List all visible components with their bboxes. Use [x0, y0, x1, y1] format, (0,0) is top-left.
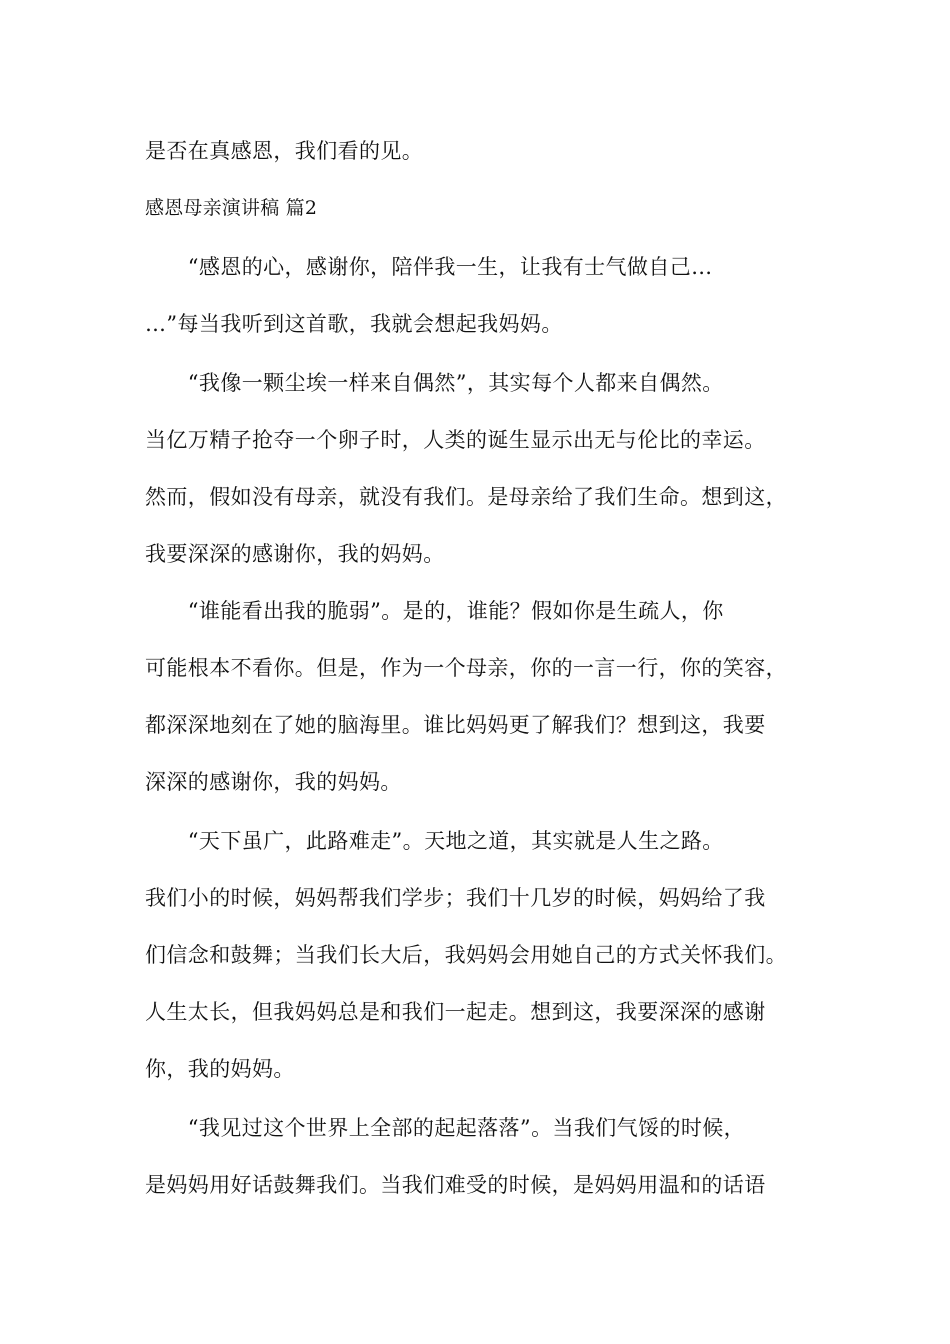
- paragraph-line: “感恩的心，感谢你，陪伴我一生，让我有士气做自己…: [145, 255, 713, 279]
- paragraph-line: “我见过这个世界上全部的起起落落”。当我们气馁的时候，: [145, 1116, 746, 1140]
- paragraph-line: 然而，假如没有母亲，就没有我们。是母亲给了我们生命。想到这，: [145, 485, 787, 509]
- paragraph-line: “我像一颗尘埃一样来自偶然”，其实每个人都来自偶然。: [145, 371, 724, 395]
- paragraph-line: 们信念和鼓舞；当我们长大后，我妈妈会用她自己的方式关怀我们。: [145, 943, 787, 967]
- paragraph-line: 是妈妈用好话鼓舞我们。当我们难受的时候，是妈妈用温和的话语: [145, 1173, 766, 1197]
- paragraph-line: 都深深地刻在了她的脑海里。谁比妈妈更了解我们？想到这，我要: [145, 713, 766, 737]
- paragraph-line: 当亿万精子抢夺一个卵子时，人类的诞生显示出无与伦比的幸运。: [145, 428, 766, 452]
- paragraph-line: “天下虽广，此路难走”。天地之道，其实就是人生之路。: [145, 829, 724, 853]
- section-heading: 感恩母亲演讲稿 篇2: [145, 197, 318, 219]
- paragraph-line: 我要深深的感谢你，我的妈妈。: [145, 542, 445, 566]
- paragraph-line: 人生太长，但我妈妈总是和我们一起走。想到这，我要深深的感谢: [145, 1000, 766, 1024]
- paragraph-line: 你，我的妈妈。: [145, 1057, 295, 1081]
- paragraph-line: …”每当我听到这首歌，我就会想起我妈妈。: [145, 312, 563, 336]
- paragraph-line: 是否在真感恩，我们看的见。: [145, 139, 424, 163]
- paragraph-line: 深深的感谢你，我的妈妈。: [145, 770, 402, 794]
- paragraph-line: “谁能看出我的脆弱”。是的，谁能？假如你是生疏人，你: [145, 599, 724, 623]
- paragraph-line: 我们小的时候，妈妈帮我们学步；我们十几岁的时候，妈妈给了我: [145, 886, 766, 910]
- paragraph-line: 可能根本不看你。但是，作为一个母亲，你的一言一行，你的笑容，: [145, 656, 787, 680]
